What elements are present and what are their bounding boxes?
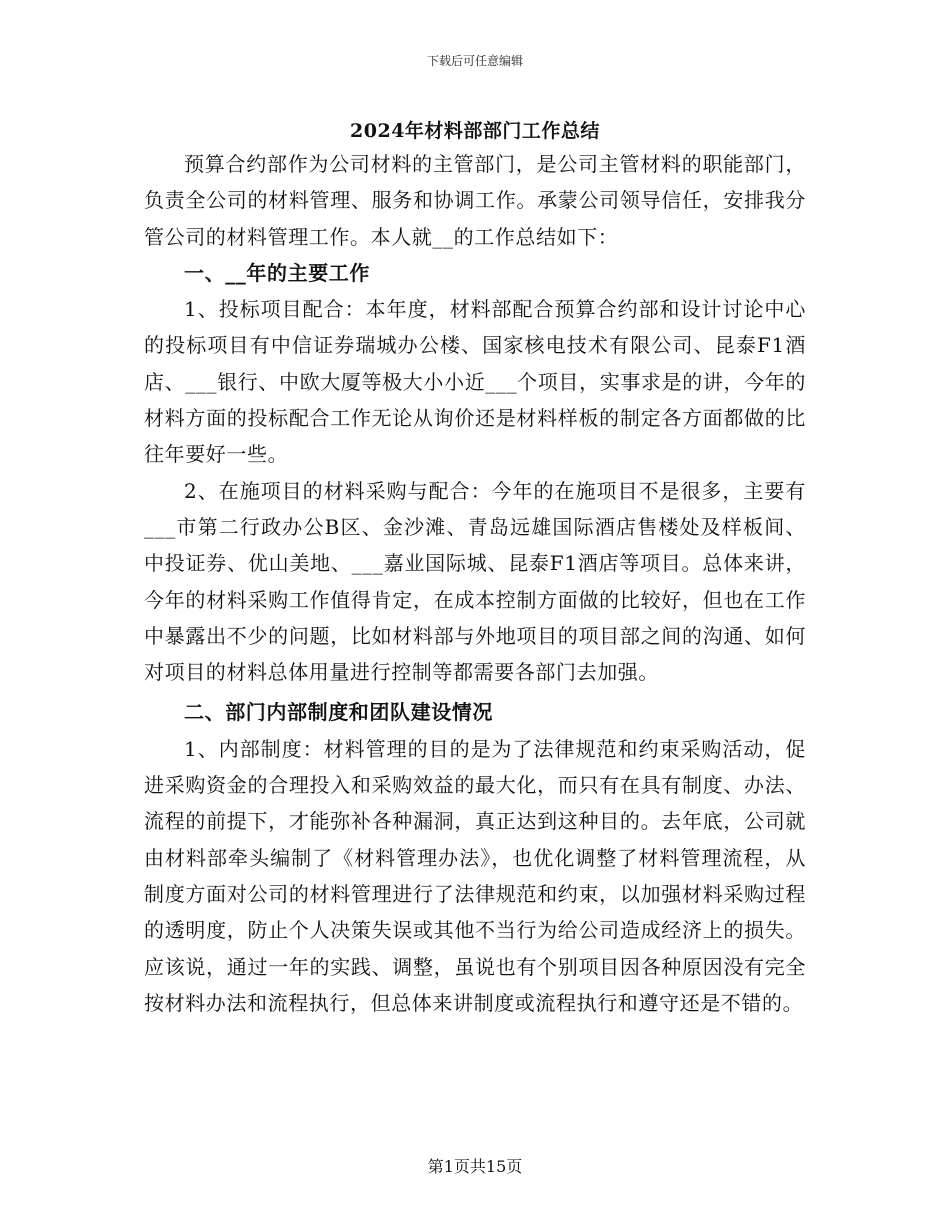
document-title: 2024年材料部部门工作总结	[350, 120, 600, 142]
section-2-heading: 二、部门内部制度和团队建设情况	[184, 700, 493, 725]
header-note: 下载后可任意编辑	[426, 54, 523, 68]
section-2-paragraph-1: 1、内部制度：材料管理的目的是为了法律规范和约束采购活动，促进采购资金的合理投入和采购效益的最大化，而只有在具有制度、办法、流程的前提下，才能弥补各种漏洞，真正达到这种目的。去年底，公司就由材料部牵头编制了《材料管理办法》，也优化调整了材料管理流程，从制度方面对公司的材料管理进行了法律规范和约束，以加强材料采购过程的透明度，防止个人决策失误或其他不当行为给公司造成经济上的损失。应该说，通过一年的实践、调整，虽说也有个别项目因各种原因没有完全按材料办法和流程执行，但总体来讲制度或流程执行和遵守还是不错的。	[144, 736, 806, 1015]
intro-paragraph: 预算合约部作为公司材料的主管部门，是公司主管材料的职能部门，负责全公司的材料管理、服务和协调工作。承蒙公司领导信任，安排我分管公司的材料管理工作。本人就__的工作总结如下：	[144, 152, 806, 249]
page-footer: 第1页共15页	[427, 1157, 523, 1176]
section-1-paragraph-2: 2、在施项目的材料采购与配合：今年的在施项目不是很多，主要有___市第二行政办公B区、金沙滩、青岛远雄国际酒店售楼处及样板间、中投证券、优山美地、___嘉业国际城、昆泰F1酒店等项目。总体来讲，今年的材料采购工作值得肯定，在成本控制方面做的比较好，但也在工作中暴露出不少的问题，比如材料部与外地项目的项目部之间的沟通、如何对项目的材料总体用量进行控制等都需要各部门去加强。	[144, 478, 806, 685]
document-body	[144, 146, 806, 1021]
section-1-paragraph-1: 1、投标项目配合：本年度，材料部配合预算合约部和设计讨论中心的投标项目有中信证券瑞城办公楼、国家核电技术有限公司、昆泰F1酒店、___银行、中欧大厦等极大小小近___个项目，实事求是的讲，今年的材料方面的投标配合工作无论从询价还是材料样板的制定各方面都做的比往年要好一些。	[144, 297, 806, 467]
section-1-heading: 一、__年的主要工作	[184, 260, 370, 285]
